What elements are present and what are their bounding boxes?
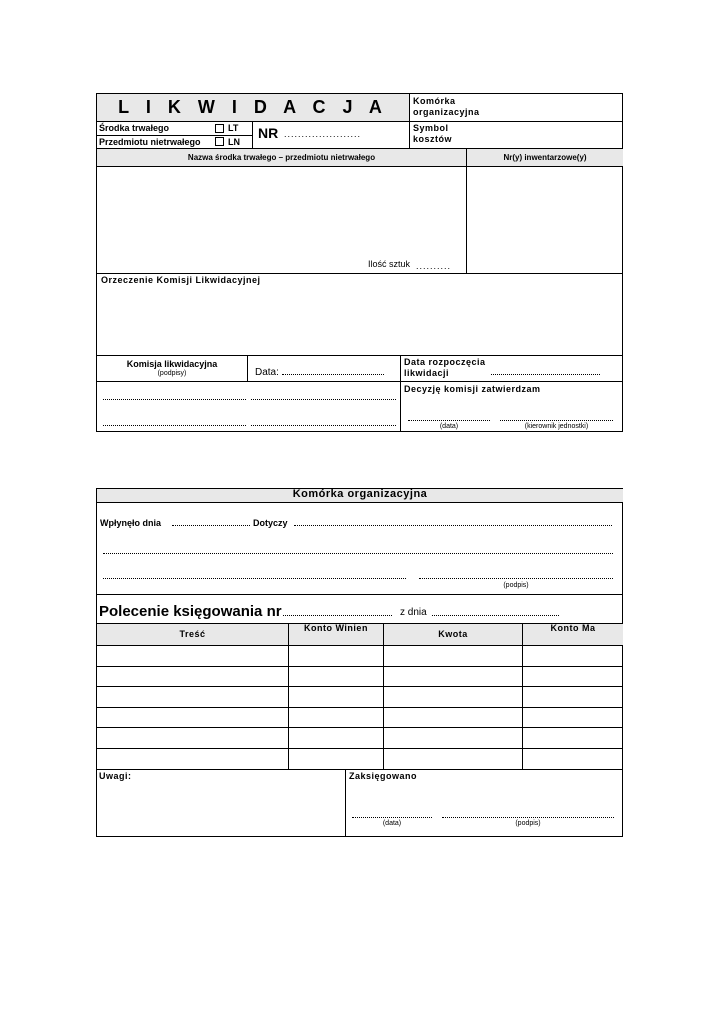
booked-label: Zaksięgowano [349,771,418,781]
manager-hint: (kierownik jednostki) [524,423,589,430]
table-row[interactable] [97,667,623,686]
commission-signature-3[interactable] [103,421,246,426]
approve-label: Decyzję komisji zatwierdzam [404,384,541,394]
order-number-field[interactable] [283,611,392,616]
received-label: Wpłynęło dnia [100,518,162,528]
asset-nonfixed-code: LN [228,137,240,147]
commission-date-label: Data: [255,367,279,378]
booked-signature-field[interactable] [442,813,614,818]
column-header-debit: Konto Winien [304,623,368,633]
from-day-label: z dnia [400,607,427,618]
table-row[interactable] [97,749,623,769]
column-header-content: Treść [179,629,206,639]
column-header-amount: Kwota [438,629,468,639]
table-row[interactable] [97,646,623,666]
commission-label: Komisja likwidacyjna [126,359,218,369]
asset-nonfixed-label: Przedmiotu nietrwałego [99,137,201,147]
approve-date-hint: (data) [439,423,459,430]
received-date-field[interactable] [172,521,250,526]
concerns-label: Dotyczy [253,518,288,528]
table-row[interactable] [97,708,623,727]
receiver-signature-hint: (podpis) [503,582,529,589]
start-date-label: Data rozpoczęcia likwidacji [404,357,486,378]
commission-signature-4[interactable] [251,421,396,426]
remarks-field[interactable] [97,783,345,836]
form-title: L I K W I D A C J A [118,97,388,117]
commission-signature-2[interactable] [251,395,396,400]
unit-header: Komórka organizacyjna [292,488,428,500]
booked-signature-hint: (podpis) [515,820,541,827]
asset-fixed-label: Środka trwałego [99,123,170,133]
unit-label: Komórka organizacyjna [413,96,480,117]
quantity-label: Ilość sztuk [368,259,411,269]
commission-signatures-hint: (podpisy) [157,370,187,377]
concerns-field[interactable] [294,521,612,526]
booked-date-hint: (data) [382,820,402,827]
column-header-credit: Konto Ma [550,623,596,633]
manager-signature-field[interactable] [500,416,613,421]
checkbox-lt[interactable] [215,124,224,133]
nr-field[interactable]: ...................... [284,129,362,139]
inventory-header: Nr(y) inwentarzowe(y) [503,153,587,162]
remarks-label: Uwagi: [99,771,132,781]
order-date-field[interactable] [432,611,559,616]
commission-signature-1[interactable] [103,395,246,400]
table-row[interactable] [97,728,623,748]
start-date-field[interactable] [491,370,600,375]
approve-date-field[interactable] [408,416,490,421]
asset-fixed-code: LT [228,123,239,133]
order-title: Polecenie księgowania nr [99,603,282,620]
table-row[interactable] [97,687,623,707]
quantity-field[interactable]: .......... [416,261,452,271]
verdict-label: Orzeczenie Komisji Likwidacyjnej [101,275,261,285]
name-header: Nazwa środka trwałego – przedmiotu nietrwałego [187,153,376,162]
booked-date-field[interactable] [352,813,432,818]
commission-date-field[interactable] [282,369,384,375]
concerns-field-line-2[interactable] [103,549,613,554]
concerns-field-line-3[interactable] [103,574,406,579]
checkbox-ln[interactable] [215,137,224,146]
nr-label: NR [258,125,279,141]
receiver-signature-field[interactable] [419,574,613,579]
cost-symbol-label: Symbol kosztów [413,123,453,144]
